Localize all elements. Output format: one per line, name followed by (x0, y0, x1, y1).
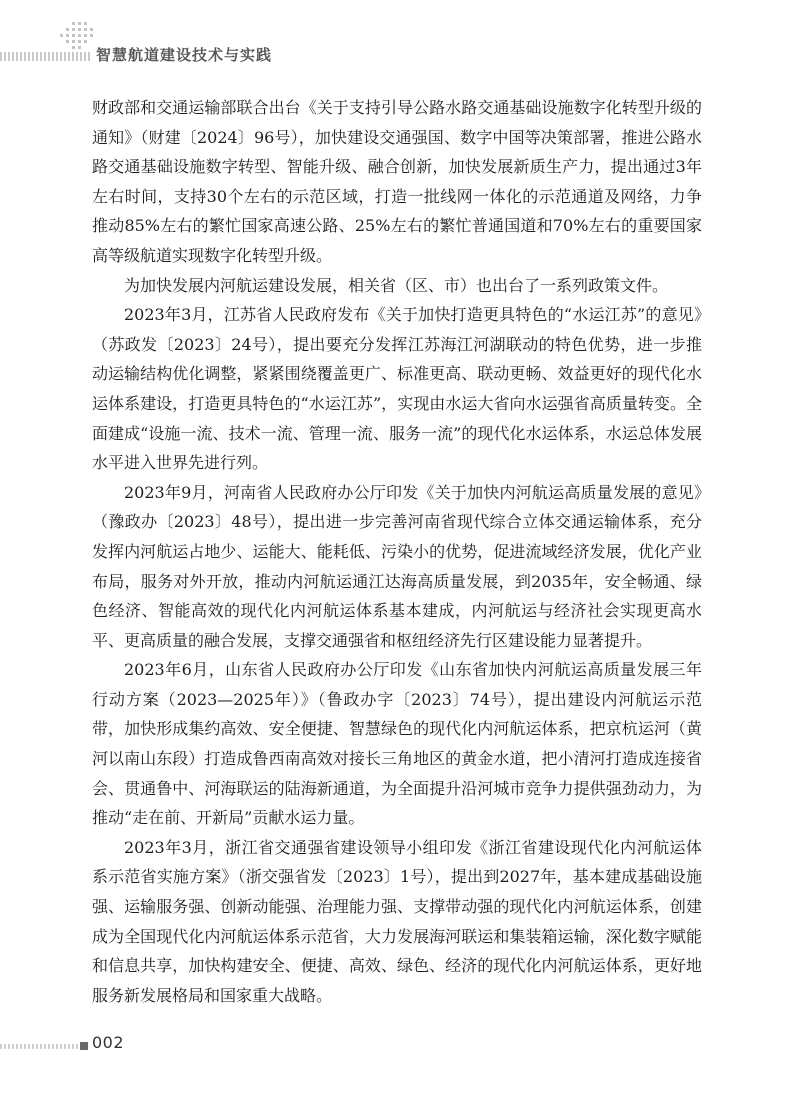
decorative-dot-grid-icon (58, 22, 98, 56)
paragraph: 财政部和交通运输部联合出台《关于支持引导公路水路交通基础设施数字化转型升级的通知》（财建〔2024〕96号），加快建设交通强国、数字中国等决策部署，推进公路水路交通基础设施数字转型、智能升级、融合创新，加快发展新质生产力，提出通过3年左右时间，支持30个左右的示范区域，打造一批线网一体化的示范通道及网络，力争推动85%左右的繁忙国家高速公路、25%左右的繁忙普通国道和70%左右的重要国家高等级航道实现数字化转型升级。 (92, 98, 702, 265)
paragraph: 2023年6月，山东省人民政府办公厅印发《山东省加快内河航运高质量发展三年行动方案（2023—2025年）》（鲁政办字〔2023〕74号），提出建设内河航运示范带，加快形成集约高效、安全便捷、智慧绿色的现代化内河航运体系，把京杭运河（黄河以南山东段）打造成鲁西南高效对接长三角地区的黄金水道，把小清河打造成连接省会、贯通鲁中、河海联运的陆海新通道，为全面提升沿河城市竞争力提供强劲动力，为推动“走在前、开新局”贡献水运力量。 (92, 660, 702, 828)
page-number: 002 (92, 1033, 125, 1052)
paragraph: 为加快发展内河航运建设发展，相关省（区、市）也出台了一系列政策文件。 (124, 275, 669, 295)
page-header (0, 0, 790, 75)
paragraph: 2023年9月，河南省人民政府办公厅印发《关于加快内河航运高质量发展的意见》（豫政办〔2023〕48号），提出进一步完善河南省现代综合立体交通运输体系，充分发挥内河航运占地少、运能大、能耗低、污染小的优势，促进流域经济发展，优化产业布局，服务对外开放，推动内河航运通江达海高质量发展，到2035年，安全畅通、绿色经济、智能高效的现代化内河航运体系基本建成，内河航运与经济社会实现更高水平、更高质量的融合发展，支撑交通强省和枢纽经济先行区建设能力显著提升。 (92, 482, 702, 650)
paragraph: 2023年3月，江苏省人民政府发布《关于加快打造更具特色的“水运江苏”的意见》（苏政发〔2023〕24号），提出要充分发挥江苏海江河湖联动的特色优势，进一步推动运输结构优化调整，紧紧围绕覆盖更广、标准更高、联动更畅、效益更好的现代化水运体系建设，打造更具特色的“水运江苏”，实现由水运大省向水运强省高质量转变。全面建成“设施一流、技术一流、管理一流、服务一流”的现代化水运体系，水运总体发展水平进入世界先进行列。 (92, 305, 702, 473)
body-text (92, 93, 702, 1010)
page-footer (0, 1030, 790, 1070)
running-head-title: 智慧航道建设技术与实践 (96, 46, 273, 64)
footer-rule (0, 1044, 80, 1049)
footer-square-icon (80, 1042, 88, 1050)
header-rule (0, 52, 92, 61)
paragraph: 2023年3月，浙江省交通强省建设领导小组印发《浙江省建设现代化内河航运体系示范省实施方案》（浙交强省发〔2023〕1号），提出到2027年，基本建成基础设施强、运输服务强、创新动能强、治理能力强、支撑带动强的现代化内河航运体系，创建成为全国现代化内河航运体系示范省，大力发展海河联运和集装箱运输，深化数字赋能和信息共享，加快构建安全、便捷、高效、绿色、经济的现代化内河航运体系，更好地服务新发展格局和国家重大战略。 (92, 837, 702, 1005)
